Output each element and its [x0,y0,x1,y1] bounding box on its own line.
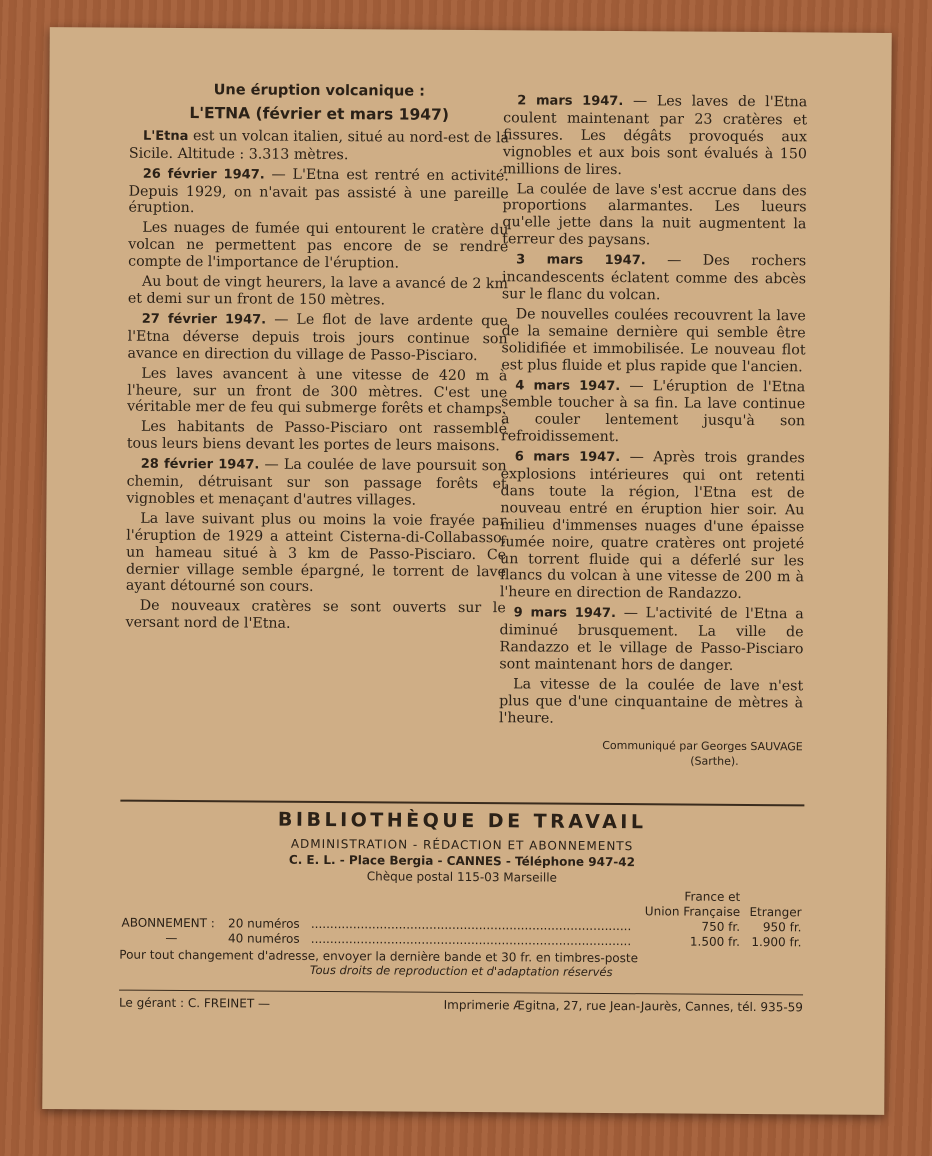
rights-notice: Tous droits de reproduction et d'adaptation réservés [309,962,613,980]
publisher-footer [119,808,804,981]
entry-text: — L'Etna est rentré en activité. Depuis 1929, on n'avait pas assisté à une pareille éruption. [128,166,509,217]
entry-text: De nouvelles coulées recouvrent la lave de la semaine dernière qui semble être solidifiée et immobilisée. Le nouveau flot est plus fluide et plus rapide que l'ancien. [501,306,806,375]
entry-text: — Après trois grandes explosions intérieures qui ont retenti dans toute la région, l'Etna est de nouveau entré en éruption hier soir. Au milieu d'immenses nuages d'une épaisse fumée noire, quatre cratères ont projeté un torrent fluide qui a déferlé sur les flancs du volcan à une vitesse de 200 m à l'heure en direction de Randazzo. [499,449,805,603]
entry-date: 28 février 1947. [140,456,260,473]
entry-date: 3 mars 1947. [516,252,646,269]
entry-paragraph [127,311,507,365]
entry-text: Les habitants de Passo-Pisciaro ont rassemblé tous leurs biens devant les portes de leurs maisons. [126,419,508,455]
intro-text: est un volcan italien, situé au nord-est de la Sicile. Altitude : 3.313 mètres. [128,127,510,163]
entry-paragraph [499,605,803,676]
article-credit [499,737,803,769]
article-right-column [499,92,808,769]
entry-date: 2 mars 1947. [517,93,624,110]
entry-text: — Le flot de lave ardente que l'Etna déverse depuis trois jours continue son avance en direction du village de Passo-Pisciaro. [127,311,508,364]
subscription-table [119,886,803,951]
leader-dots: .................................................................................... [310,931,632,949]
entry-paragraph [500,448,805,603]
imprint-line [119,996,803,1015]
entry-paragraph [126,510,507,597]
entry-paragraph [499,676,803,729]
gerant-name: Le gérant : C. FREINET — [118,995,271,1011]
entry-paragraph [128,274,508,310]
article-kicker: Une éruption volcanique : [213,82,426,100]
entry-paragraph [503,92,808,180]
entry-text: — Des rochers incandescents éclatent comme des abcès sur le flanc du volcan. [501,252,807,304]
credit-author: Communiqué par Georges SAUVAGE [602,738,803,753]
admin-line: ADMINISTRATION - RÉDACTION ET ABONNEMENTS [290,836,634,854]
entry-paragraph [501,377,805,448]
price-france: 1.500 fr. [689,934,740,949]
col-header-etranger: Etranger [749,904,802,920]
entry-text: De nouveaux cratères se sont ouverts sur le versant nord de l'Etna. [125,598,506,633]
entry-paragraph [127,419,507,455]
entry-text: La lave suivant plus ou moins la voie frayée par l'éruption de 1929 a atteint Cisterna-di-Collabasso, un hameau situé à 3 km de Passo-Pisciaro. Ce dernier village semble épargné, le torrent de lave ayant détourné son cours. [125,510,507,596]
leader-dots: .................................................................................... [310,916,632,934]
abonnement-label: ABONNEMENT : [121,915,215,931]
entry-text: — L'activité de l'Etna a diminué brusquement. La ville de Randazzo et le village de Passo-Pisciaro sont maintenant hors de danger. [499,605,804,674]
entry-text: — La coulée de lave poursuit son chemin, détruisant sur son passage forêts et vignobles et menaçant d'autres villages. [126,456,507,509]
article-left-column [126,82,510,638]
price-france: 750 fr. [701,919,741,934]
price-etranger: 1.900 fr. [751,934,802,950]
address-change-note: Pour tout changement d'adresse, envoyer la dernière bande et 30 fr. en timbres-poste [119,947,639,966]
entry-date: 9 mars 1947. [513,605,616,622]
entry-text: La vitesse de la coulée de lave n'est plus que d'une cinquantaine de mètres à l'heure. [498,676,804,727]
col-header-france: France et Union Française [644,889,741,919]
row-label: 40 numéros [227,931,300,946]
entry-date: 27 février 1947. [141,311,267,328]
credit-region: (Sarthe). [690,754,739,768]
entry-paragraph [128,220,508,273]
intro-paragraph [129,127,509,164]
entry-date: 6 mars 1947. [514,449,621,466]
entry-paragraph [501,306,805,376]
entry-date: 4 mars 1947. [515,377,621,394]
entry-paragraph [128,165,508,219]
entry-paragraph [502,181,806,251]
row-label: 20 numéros [228,916,300,931]
price-etranger: 950 fr. [762,920,802,935]
cel-address: C. E. L. - Place Bergia - CANNES - Téléphone 947-42 [288,852,636,870]
entry-text: La coulée de lave s'est accrue dans des proportions alarmantes. Les lueurs qu'elle jette dans la nuit augmentent la terreur des paysans. [502,180,807,249]
entry-date: 26 février 1947. [142,166,265,183]
entry-paragraph [126,456,506,510]
entry-paragraph [127,365,507,418]
bottom-rule [119,990,803,996]
entry-paragraph [126,598,506,634]
row-dash: — [165,930,178,945]
intro-name: L'Etna [142,128,189,144]
entry-text: — Les laves de l'Etna coulent maintenant par 23 cratères et fissures. Les dégâts provoqués aux vignobles et aux bois sont évalués à 150 millions de lires. [502,93,808,178]
entry-text: Au bout de vingt heurers, la lave a avancé de 2 km et demi sur un front de 150 mètres. [127,273,509,309]
separator-rule [120,800,804,807]
subscription-header-row [120,886,804,921]
entry-text: Les nuages de fumée qui entourent le cratère du volcan ne permettent pas encore de se rendre compte de l'importance de l'éruption. [128,220,509,272]
document-page [42,27,892,1115]
entry-text: Les laves avancent à une vitesse de 420 m à l'heure, sur un front de 300 mètres. C'est une véritable mer de feu qui submerge forêts et champs. [127,365,508,418]
publication-title: BIBLIOTHÈQUE DE TRAVAIL [277,808,647,834]
printer-address: Imprimerie Ægitna, 27, rue Jean-Jaurès, Cannes, tél. 935-59 [443,997,804,1015]
entry-paragraph [502,251,806,305]
cheque-postal: Chèque postal 115-03 Marseille [366,869,558,885]
entry-text: — L'éruption de l'Etna semble toucher à sa fin. La lave continue à couler lentement jusqu'à son refroidissement. [500,377,806,446]
article-title: L'ETNA (février et mars 1947) [189,103,450,124]
